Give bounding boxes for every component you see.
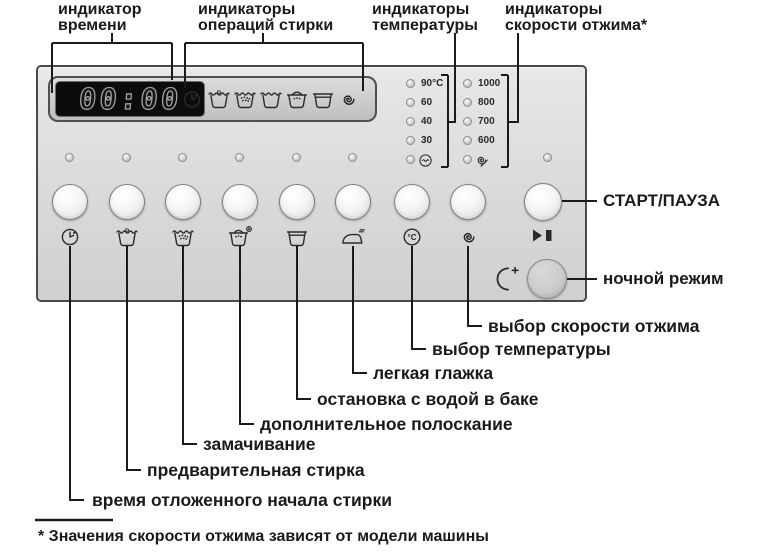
label-easy-iron: легкая глажка	[373, 363, 494, 383]
soak-tub-icon	[234, 90, 256, 109]
temp-cold-led	[406, 155, 415, 164]
start-pause-icon	[532, 229, 555, 242]
start-pause-button[interactable]	[524, 183, 562, 221]
no-spin-icon	[473, 152, 490, 169]
easy-iron-icon	[341, 229, 365, 246]
soak-icon	[172, 228, 194, 247]
spin-no-led	[463, 155, 472, 164]
label-prewash: предварительная стирка	[147, 460, 365, 480]
label-spin-speed-select: выбор скорости отжима	[488, 316, 700, 336]
temperature-select-icon	[402, 227, 422, 247]
extra-rinse-led	[235, 153, 244, 162]
rinse-hold-icon	[286, 228, 308, 247]
cold-wash-icon	[418, 153, 433, 168]
spin-speed-button[interactable]	[450, 184, 486, 220]
label-spin-speed-indicators: индикаторы скорости отжима*	[505, 1, 648, 34]
easy-iron-led	[348, 153, 357, 162]
extra-rinse-button[interactable]	[222, 184, 258, 220]
spin-700-led	[463, 117, 472, 126]
label-soak: замачивание	[203, 434, 316, 454]
spin-700-label: 700	[478, 116, 495, 127]
svg-text:P: P	[216, 90, 222, 98]
temp-30-led	[406, 136, 415, 145]
prewash-icon	[116, 228, 138, 247]
label-extra-rinse: дополнительное полоскание	[260, 414, 513, 434]
easy-iron-button[interactable]	[335, 184, 371, 220]
spin-800-label: 800	[478, 97, 495, 108]
spin-1000-led	[463, 79, 472, 88]
night-mode-button[interactable]	[527, 259, 567, 299]
soak-led	[178, 153, 187, 162]
label-time-indicator: индикатор времени	[58, 1, 142, 34]
label-wash-operation-indicators: индикаторы операций стирки	[198, 1, 334, 34]
drain-tub-icon	[312, 90, 334, 109]
prewash-led	[122, 153, 131, 162]
spin-600-label: 600	[478, 135, 495, 146]
label-night-mode: ночной режим	[603, 269, 724, 288]
delay-start-button[interactable]	[52, 184, 88, 220]
spin-1000-label: 1000	[478, 78, 501, 89]
spin-600-led	[463, 136, 472, 145]
temp-40-label: 40	[421, 116, 433, 127]
temp-90-led	[406, 79, 415, 88]
spin-spiral-icon	[338, 90, 359, 109]
rinse-tub-icon	[286, 90, 308, 109]
label-temperature-select: выбор температуры	[432, 339, 611, 359]
svg-text:P: P	[124, 228, 130, 236]
soak-button[interactable]	[165, 184, 201, 220]
temperature-button[interactable]	[394, 184, 430, 220]
night-mode-icon	[494, 266, 520, 292]
temp-90-label: 90°C	[421, 78, 444, 89]
spin-select-icon	[458, 227, 479, 247]
delay-start-icon	[60, 227, 80, 247]
delay-start-led	[65, 153, 74, 162]
wash-tub-icon	[260, 90, 282, 109]
delay-clock-icon	[182, 90, 203, 109]
extra-rinse-icon	[228, 226, 252, 247]
label-delay-start: время отложенного начала стирки	[92, 490, 392, 510]
label-start-pause: СТАРТ/ПАУЗА	[603, 191, 721, 210]
temp-30-label: 30	[421, 135, 433, 146]
time-display-value: 00:00	[77, 82, 183, 116]
rinse-hold-led	[292, 153, 301, 162]
svg-text:°C: °C	[407, 233, 417, 242]
temp-40-led	[406, 117, 415, 126]
temp-60-label: 60	[421, 97, 433, 108]
start-pause-led	[543, 153, 552, 162]
spin-800-led	[463, 98, 472, 107]
footnote-spin-speed: * Значения скорости отжима зависят от модели машины	[38, 528, 489, 545]
temp-60-led	[406, 98, 415, 107]
rinse-hold-button[interactable]	[279, 184, 315, 220]
prewash-tub-icon	[208, 90, 230, 109]
label-temperature-indicators: индикаторы температуры	[372, 1, 478, 34]
label-rinse-hold: остановка с водой в баке	[317, 389, 539, 409]
prewash-button[interactable]	[109, 184, 145, 220]
